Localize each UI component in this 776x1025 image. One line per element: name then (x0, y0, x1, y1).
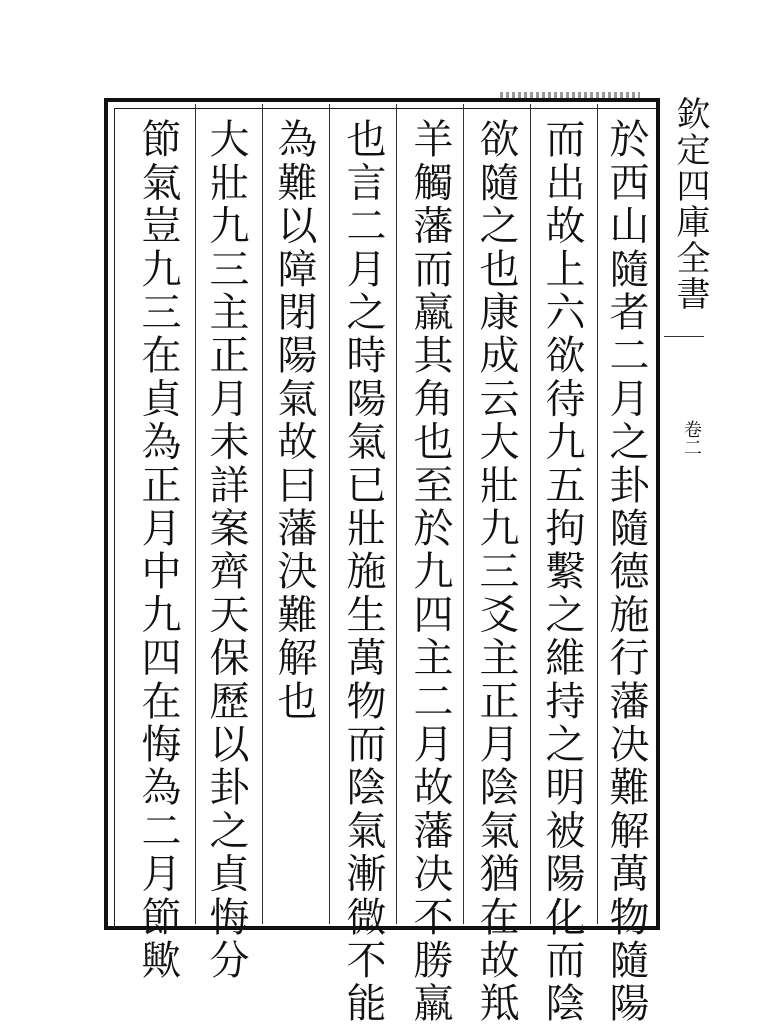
text-column-8 (132, 118, 184, 982)
column-text: 也言二月之時陽氣已壯施生萬物而陰氣漸微不能 (340, 118, 386, 1025)
column-rule (195, 104, 196, 924)
column-text: 為難以障閉陽氣故曰藩決難解也 (271, 118, 317, 723)
column-text: 欲隨之也康成云大壯九三爻主正月陰氣猶在故羝 (473, 118, 519, 1025)
text-column-7 (200, 118, 252, 982)
column-text: 而出故上六欲待九五拘繫之維持之明被陽化而陰 (539, 118, 585, 1025)
column-rule (396, 104, 397, 924)
column-text: 羊觸藩而羸其角也至於九四主二月故藩决不勝羸 (407, 118, 453, 1025)
column-rule (262, 104, 263, 924)
book-title: 欽定四庫全書 (670, 96, 710, 312)
column-rule (329, 104, 330, 924)
text-column-4 (404, 118, 456, 1025)
column-rule (530, 104, 531, 924)
volume-marker (676, 420, 706, 500)
column-text: 大壯九三主正月未詳案齊天保歷以卦之貞悔分 (203, 118, 249, 982)
book-title-margin (670, 96, 710, 336)
column-text: 節氣豈九三在貞為正月中九四在悔為二月節歟 (135, 118, 181, 982)
text-column-5 (337, 118, 389, 1025)
text-column-2 (536, 118, 588, 1025)
margin-divider (664, 336, 704, 337)
column-text: 於西山隨者二月之卦隨德施行藩决難解萬物隨陽 (603, 118, 649, 1025)
column-rule (597, 104, 598, 924)
text-column-6 (268, 118, 320, 918)
text-column-1 (600, 118, 652, 1025)
volume-label: 卷二 (681, 420, 702, 456)
text-column-3 (470, 118, 522, 1025)
column-rule (463, 104, 464, 924)
